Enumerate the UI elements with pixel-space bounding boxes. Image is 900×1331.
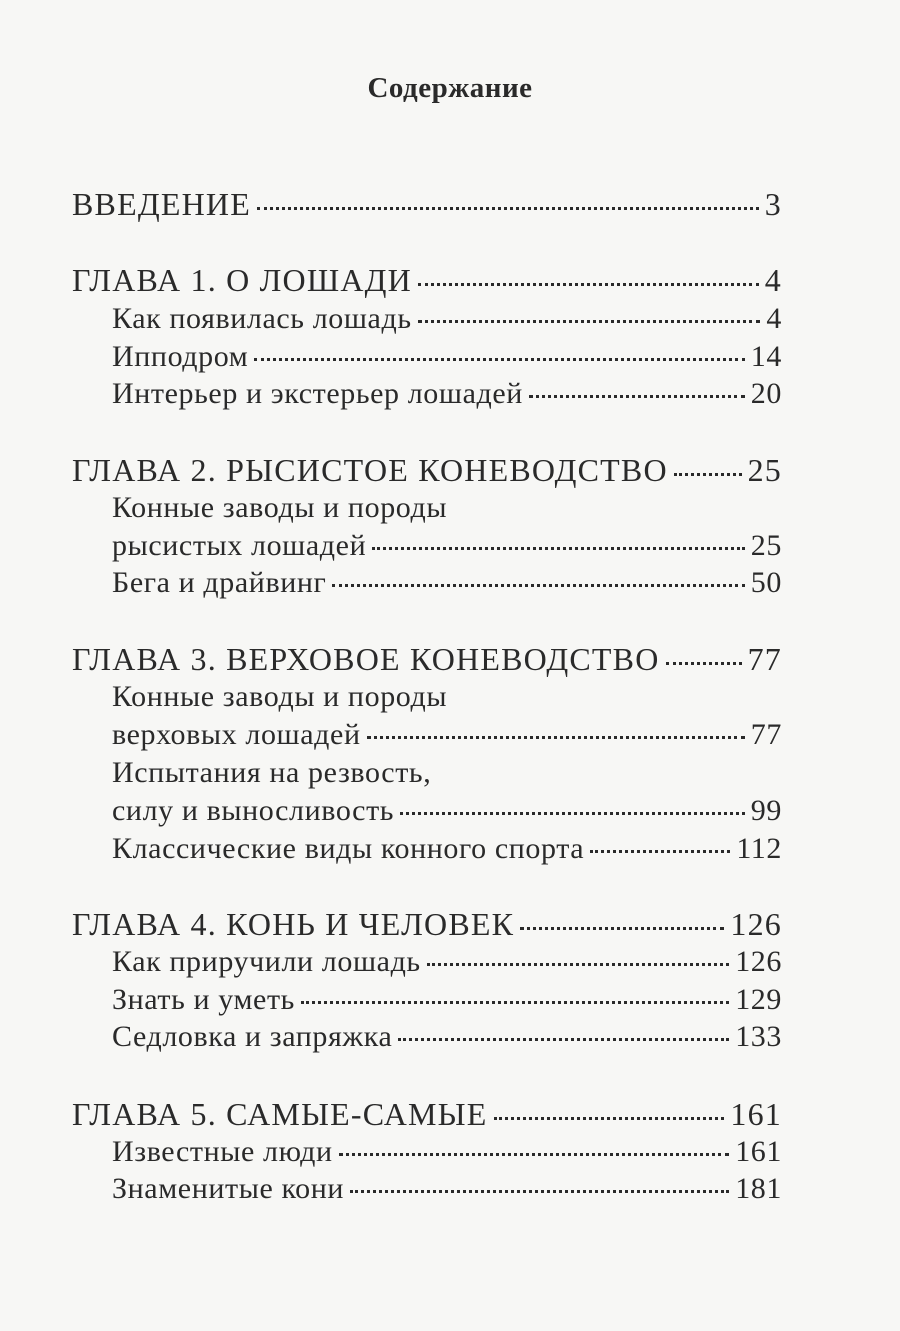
toc-entry-label: Знать и уметь (112, 983, 295, 1016)
toc-entry-ch4-sec1[interactable] (112, 945, 782, 979)
toc-entry-page: 3 (764, 186, 782, 222)
toc-entry-label: Как приручили лошадь (112, 945, 421, 978)
toc-entry-ch2-sec2[interactable] (112, 566, 782, 600)
toc-entry-ch3-sec1[interactable] (112, 718, 782, 752)
toc-entry-page: 99 (750, 794, 782, 827)
toc-entry-page: 4 (766, 302, 782, 335)
toc-entry-page: 20 (750, 377, 782, 410)
leader-dots (332, 584, 744, 587)
toc-entry-label: Как появилась лошадь (112, 302, 412, 335)
toc-entry-label: Седловка и запряжка (112, 1020, 393, 1053)
toc-entry-page: 77 (747, 641, 782, 677)
leader-dots (339, 1153, 730, 1156)
toc-entry-ch1-sec2[interactable] (112, 340, 782, 374)
toc-entry-page: 77 (750, 718, 782, 751)
toc-entry-page: 129 (735, 983, 782, 1016)
toc-entry-label: рысистых лошадей (112, 529, 367, 562)
toc-entry-label: ГЛАВА 5. САМЫЕ-САМЫЕ (72, 1096, 488, 1132)
toc-entry-page: 4 (764, 262, 782, 298)
toc-entry-page: 112 (736, 832, 782, 865)
toc-entry-label: ГЛАВА 4. КОНЬ И ЧЕЛОВЕК (72, 906, 515, 942)
toc-entry-chapter-1[interactable] (72, 262, 782, 299)
leader-dots (301, 1001, 729, 1004)
leader-dots (372, 547, 745, 550)
toc-entry-ch3-sec2[interactable] (112, 794, 782, 828)
toc-entry-ch3-sec3[interactable] (112, 832, 782, 866)
toc-entry-page: 133 (735, 1020, 782, 1053)
toc-entry-chapter-2[interactable] (72, 452, 782, 489)
toc-entry-label: силу и выносливость (112, 794, 395, 827)
toc-entry-page: 25 (750, 529, 782, 562)
toc-entry-ch4-sec3[interactable] (112, 1020, 782, 1054)
leader-dots (254, 358, 744, 361)
leader-dots (398, 1038, 729, 1041)
leader-dots (257, 207, 759, 210)
toc-entry-page: 161 (730, 1096, 782, 1132)
toc-title: Содержание (367, 72, 533, 104)
leader-dots (427, 963, 729, 966)
leader-dots (350, 1190, 729, 1193)
leader-dots (418, 283, 759, 286)
toc-entry-ch2-sec1-line1: Конные заводы и породы (112, 491, 448, 524)
toc-entry-label: ГЛАВА 3. ВЕРХОВОЕ КОНЕВОДСТВО (72, 641, 660, 677)
toc-entry-page: 25 (747, 452, 782, 488)
toc-entry-label: ГЛАВА 1. О ЛОШАДИ (72, 262, 412, 298)
leader-dots (674, 473, 742, 476)
toc-entry-page: 161 (735, 1135, 782, 1168)
toc-entry-page: 126 (730, 906, 782, 942)
leader-dots (400, 812, 745, 815)
toc-entry-page: 126 (735, 945, 782, 978)
toc-entry-label: Известные люди (112, 1135, 333, 1168)
leader-dots (418, 320, 761, 323)
leader-dots (367, 736, 745, 739)
toc-entry-label: ВВЕДЕНИЕ (72, 186, 251, 222)
toc-entry-ch1-sec3[interactable] (112, 377, 782, 411)
leader-dots (666, 662, 742, 665)
toc-entry-ch4-sec2[interactable] (112, 983, 782, 1017)
toc-entry-ch5-sec2[interactable] (112, 1172, 782, 1206)
toc-entry-label: Интерьер и экстерьер лошадей (112, 377, 523, 410)
toc-entry-label: ГЛАВА 2. РЫСИСТОЕ КОНЕВОДСТВО (72, 452, 668, 488)
leader-dots (520, 927, 724, 930)
leader-dots (494, 1117, 725, 1120)
toc-entry-intro[interactable] (72, 186, 782, 223)
toc-entry-ch1-sec1[interactable] (112, 302, 782, 336)
toc-entry-label: Классические виды конного спорта (112, 832, 585, 865)
toc-entry-page: 14 (750, 340, 782, 373)
toc-entry-page: 181 (735, 1172, 782, 1205)
leader-dots (590, 850, 730, 853)
toc-entry-chapter-4[interactable] (72, 906, 782, 943)
toc-entry-ch3-sec1-line1: Конные заводы и породы (112, 680, 448, 713)
leader-dots (529, 395, 745, 398)
toc-entry-label: верховых лошадей (112, 718, 361, 751)
toc-entry-chapter-5[interactable] (72, 1096, 782, 1133)
toc-entry-chapter-3[interactable] (72, 641, 782, 678)
toc-entry-page: 50 (750, 566, 782, 599)
toc-entry-ch3-sec2-line1: Испытания на резвость, (112, 756, 432, 789)
toc-entry-label: Бега и драйвинг (112, 566, 327, 599)
toc-entry-ch2-sec1[interactable] (112, 529, 782, 563)
toc-entry-label: Знаменитые кони (112, 1172, 345, 1205)
toc-entry-ch5-sec1[interactable] (112, 1135, 782, 1169)
toc-entry-label: Ипподром (112, 340, 249, 373)
